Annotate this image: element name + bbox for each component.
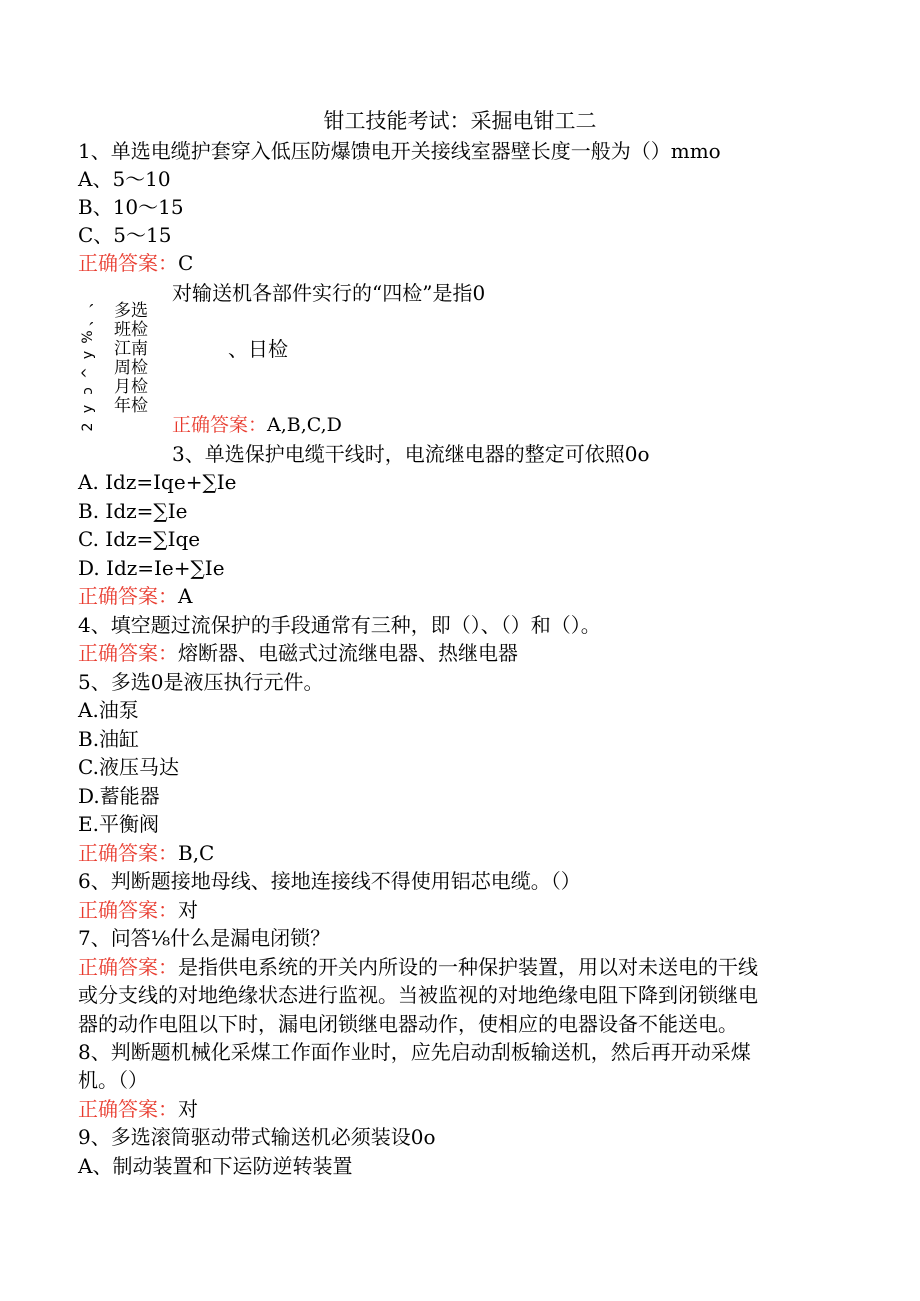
q7-answer-line-2: 或分支线的对地绝缘状态进行监视。当被监视的对地绝缘电阻下降到闭锁继电 xyxy=(78,983,758,1007)
q2-answer-line xyxy=(172,411,342,439)
q1-option-c: C、5～15 xyxy=(78,223,172,247)
q1-option-a: A、5～10 xyxy=(78,167,171,191)
q2-option-1: 班检 xyxy=(114,320,148,340)
q3-option-c: C. Idz=∑Iqe xyxy=(78,527,201,551)
q1-answer-line xyxy=(78,249,193,277)
q5-option-b: B.油缸 xyxy=(78,727,140,751)
question-5: 5、多选0是液压执行元件。 xyxy=(78,670,324,694)
q2-option-2: 江南 xyxy=(114,339,148,359)
q5-option-a: A.油泵 xyxy=(78,698,139,722)
question-3: 3、单选保护电缆干线时，电流继电器的整定可依照0o xyxy=(172,442,650,466)
answer-label: 正确答案： xyxy=(172,414,268,436)
q2-answer-value: A,B,C,D xyxy=(267,414,342,436)
q1-option-b: B、10～15 xyxy=(78,195,184,219)
q2-option-column xyxy=(114,302,148,416)
q5-option-e: E.平衡阀 xyxy=(78,812,159,836)
question-7: 7、问答⅛什么是漏电闭锁？ xyxy=(78,926,331,950)
q1-answer-value: C xyxy=(178,251,194,275)
q3-option-b: B. Idz=∑Ie xyxy=(78,499,188,523)
q5-answer-value: B,C xyxy=(178,841,215,865)
q8-answer-line xyxy=(78,1095,198,1123)
q3-option-d: D. Idz=Ie+∑Ie xyxy=(78,556,225,580)
q9-option-a: A、制动装置和下运防逆转装置 xyxy=(78,1154,353,1178)
q2-type-label: 多选 xyxy=(114,301,148,321)
question-6: 6、判断题接地母线、接地连接线不得使用铝芯电缆。（） xyxy=(78,869,581,893)
page-title: 钳工技能考试：采掘电钳工二 xyxy=(323,109,597,133)
q8-answer-value: 对 xyxy=(178,1097,198,1121)
q7-answer-text-1: 是指供电系统的开关内所设的一种保护装置，用以对未送电的干线 xyxy=(178,955,758,979)
q3-answer-line xyxy=(78,582,192,610)
answer-label: 正确答案： xyxy=(78,584,178,608)
question-9: 9、多选滚筒驱动带式输送机必须装设0o xyxy=(78,1125,436,1149)
answer-label: 正确答案： xyxy=(78,251,178,275)
q2-side-option: 、日检 xyxy=(228,337,288,361)
q3-option-a: A. Idz=Iqe+∑Ie xyxy=(78,470,237,494)
q5-option-c: C.液压马达 xyxy=(78,755,179,779)
q2-option-3: 周检 xyxy=(114,358,148,378)
q6-answer-line xyxy=(78,896,198,924)
question-8-line-2: 机。（） xyxy=(78,1068,148,1092)
q2-garbled-marks: 、 、 % y ^ ɔ y 2 xyxy=(80,294,96,432)
q2-option-4: 月检 xyxy=(114,377,148,397)
q7-answer-line-3: 器的动作电阻以下时，漏电闭锁继电器动作，使相应的电器设备不能送电。 xyxy=(78,1012,738,1036)
q6-answer-value: 对 xyxy=(178,898,198,922)
question-4: 4、填空题过流保护的手段通常有三种，即（）、（）和（）。 xyxy=(78,613,601,637)
answer-label: 正确答案： xyxy=(78,955,178,979)
q7-answer-line-1 xyxy=(78,953,758,981)
q3-answer-value: A xyxy=(178,584,193,608)
answer-label: 正确答案： xyxy=(78,841,178,865)
question-8-line-1: 8、判断题机械化采煤工作面作业时，应先启动刮板输送机，然后再开动采煤 xyxy=(78,1040,751,1064)
answer-label: 正确答案： xyxy=(78,1097,178,1121)
question-2: 对输送机各部件实行的“四检”是指0 xyxy=(172,281,486,305)
q2-option-5: 年检 xyxy=(114,396,148,416)
q4-answer-line xyxy=(78,639,518,667)
q5-option-d: D.蓄能器 xyxy=(78,784,160,808)
question-1: 1、单选电缆护套穿入低压防爆馈电开关接线室器壁长度一般为（）mmo xyxy=(78,139,721,163)
q5-answer-line xyxy=(78,839,214,867)
q4-answer-value: 熔断器、电磁式过流继电器、热继电器 xyxy=(178,641,518,665)
answer-label: 正确答案： xyxy=(78,898,178,922)
answer-label: 正确答案： xyxy=(78,641,178,665)
